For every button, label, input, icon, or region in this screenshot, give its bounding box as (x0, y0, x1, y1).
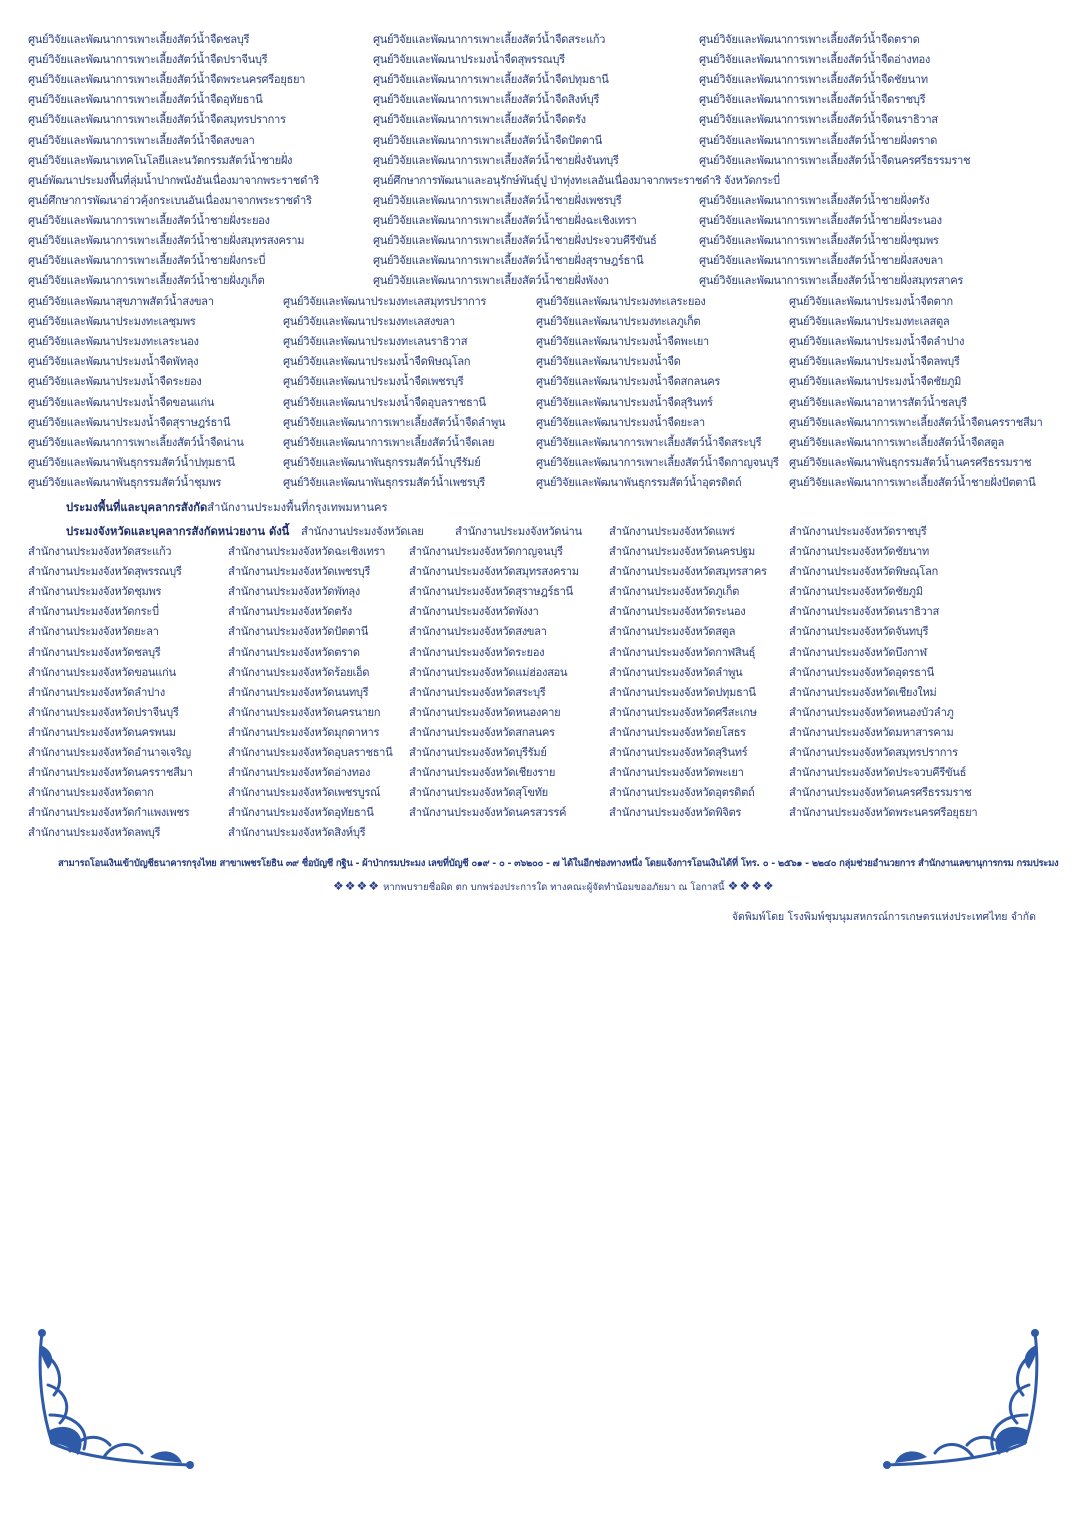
research-center-item: ศูนย์วิจัยและพัฒนาประมงทะเลระยอง (536, 295, 706, 308)
bank-transfer-note: สามารถโอนเงินเข้าบัญชีธนาคารกรุงไทย สาขาเพชรโยธิน ๓๙ ชื่อบัญชี กฐิน - ผ้าป่ากรมประมง เลขที่บัญชี ๐๑๙ - ๐ - ๓๖๒๐๐ - ๗ ได้ในอีกช่องทางหนึ่ง โดยแจ้งการโอนเงินได้ที่ โทร. ๐ - ๒๕๖๑ - ๒๒๔๐ กลุ่มช่วยอำนวยการ สำนักงานเลขานุการกรม กรมประมง (58, 858, 1059, 869)
provincial-office-item: สำนักงานประมงจังหวัดนครพนม (28, 725, 176, 739)
research-center-item: ศูนย์วิจัยและพัฒนาประมงน้ำจืดตาก (789, 295, 953, 308)
research-center-item: ศูนย์วิจัยและพัฒนาการเพาะเลี้ยงสัตว์น้ำจืดนครราชสีมา (789, 415, 1043, 429)
provincial-office-item: สำนักงานประมงจังหวัดยโสธร (609, 725, 746, 739)
research-center-item: ศูนย์วิจัยและพัฒนาพันธุกรรมสัตว์น้ำปทุมธานี (28, 455, 235, 469)
research-center-item: ศูนย์วิจัยและพัฒนาประมงทะเลสงขลา (283, 315, 455, 329)
provincial-office-item: สำนักงานประมงจังหวัดฉะเชิงเทรา (228, 545, 386, 558)
research-center-item: ศูนย์วิจัยและพัฒนาการเพาะเลี้ยงสัตว์น้ำจืดสระแก้ว (373, 33, 606, 46)
provincial-office-item: สำนักงานประมงจังหวัดกาฬสินธุ์ (609, 645, 756, 659)
provincial-office-item: สำนักงานประมงจังหวัดอำนาจเจริญ (28, 746, 191, 759)
research-center-item: ศูนย์วิจัยและพัฒนาประมงน้ำจืดสุพรรณบุรี (373, 53, 565, 67)
provincial-office-item: สำนักงานประมงจังหวัดกาญจนบุรี (409, 545, 563, 558)
provincial-office-item: สำนักงานประมงจังหวัดอุทัยธานี (228, 806, 374, 820)
provincial-office-item: สำนักงานประมงจังหวัดพัทลุง (228, 585, 360, 599)
provincial-office-item: สำนักงานประมงจังหวัดเชียงราย (409, 766, 556, 780)
bangkok-office: สำนักงานประมงพื้นที่กรุงเทพมหานคร (207, 501, 388, 514)
research-center-item: ศูนย์วิจัยและพัฒนาการเพาะเลี้ยงสัตว์น้ำชายฝั่งสุราษฎร์ธานี (373, 254, 644, 268)
provincial-office-item: สำนักงานประมงจังหวัดเพชรบูรณ์ (228, 786, 381, 800)
research-center-item: ศูนย์วิจัยและพัฒนาสุขภาพสัตว์น้ำสงขลา (28, 295, 214, 308)
provincial-office-item: สำนักงานประมงจังหวัดขอนแก่น (28, 665, 176, 679)
provincial-office-item: สำนักงานประมงจังหวัดเพชรบุรี (228, 565, 371, 579)
provincial-office-item: สำนักงานประมงจังหวัดน่าน (455, 525, 582, 538)
provincial-office-item: สำนักงานประมงจังหวัดร้อยเอ็ด (228, 665, 370, 679)
research-center-item: ศูนย์วิจัยและพัฒนาประมงน้ำจืดลำปาง (789, 335, 965, 349)
research-center-item: ศูนย์วิจัยและพัฒนาพันธุกรรมสัตว์น้ำบุรีรัมย์ (283, 455, 481, 469)
research-center-item: ศูนย์วิจัยและพัฒนาการเพาะเลี้ยงสัตว์น้ำจืดตรัง (373, 113, 586, 127)
provincial-office-item: สำนักงานประมงจังหวัดชัยภูมิ (789, 585, 923, 599)
research-center-item: ศูนย์วิจัยและพัฒนาประมงน้ำจืดลพบุรี (789, 355, 960, 369)
provincial-office-item: สำนักงานประมงจังหวัดนนทบุรี (228, 685, 369, 699)
provincial-office-item: สำนักงานประมงจังหวัดระนอง (609, 605, 746, 619)
research-center-item: ศูนย์วิจัยและพัฒนาการเพาะเลี้ยงสัตว์น้ำจืดสงขลา (28, 133, 255, 147)
provincial-office-item: สำนักงานประมงจังหวัดนครนายก (228, 705, 381, 719)
provincial-office-item: สำนักงานประมงจังหวัดสระบุรี (409, 685, 546, 699)
research-center-item: ศูนย์วิจัยและพัฒนาการเพาะเลี้ยงสัตว์น้ำชายฝั่งตรัง (699, 193, 930, 207)
research-center-item: ศูนย์วิจัยและพัฒนาการเพาะเลี้ยงสัตว์น้ำชายฝั่งฉะเชิงเทรา (373, 213, 637, 227)
research-center-item: ศูนย์วิจัยและพัฒนาประมงน้ำจืดพะเยา (536, 335, 709, 349)
research-center-item: ศูนย์วิจัยและพัฒนาการเพาะเลี้ยงสัตว์น้ำชายฝั่งกระบี่ (28, 254, 266, 268)
research-center-item: ศูนย์วิจัยและพัฒนาเทคโนโลยีและนวัตกรรมสัตว์น้ำชายฝั่ง (28, 153, 293, 167)
provincial-office-item: สำนักงานประมงจังหวัดบุรีรัมย์ (409, 746, 547, 759)
research-center-item: ศูนย์วิจัยและพัฒนาอาหารสัตว์น้ำชลบุรี (789, 395, 967, 409)
provincial-office-item: สำนักงานประมงจังหวัดชุมพร (28, 585, 162, 599)
bangkok-heading: ประมงพื้นที่และบุคลากรสังกัด (66, 501, 208, 514)
provincial-office-item: สำนักงานประมงจังหวัดสุรินทร์ (609, 746, 748, 759)
provincial-office-item: สำนักงานประมงจังหวัดราชบุรี (789, 525, 927, 538)
provincial-office-item: สำนักงานประมงจังหวัดแม่ฮ่องสอน (409, 665, 568, 679)
research-center-item: ศูนย์วิจัยและพัฒนาการเพาะเลี้ยงสัตว์น้ำชายฝั่งเพชรบุรี (373, 193, 622, 207)
research-center-item: ศูนย์วิจัยและพัฒนาการเพาะเลี้ยงสัตว์น้ำจืดปทุมธานี (373, 73, 609, 87)
research-center-item: ศูนย์วิจัยและพัฒนาประมงทะเลนราธิวาส (283, 335, 468, 349)
research-center-item: ศูนย์วิจัยและพัฒนาพันธุกรรมสัตว์น้ำอุตรดิตถ์ (536, 475, 742, 489)
provincial-office-item: สำนักงานประมงจังหวัดกระบี่ (28, 605, 159, 619)
research-center-item: ศูนย์วิจัยและพัฒนาการเพาะเลี้ยงสัตว์น้ำจืดนราธิวาส (699, 113, 938, 127)
research-center-item: ศูนย์วิจัยและพัฒนาการเพาะเลี้ยงสัตว์น้ำจืดชลบุรี (28, 33, 250, 46)
provincial-office-item: สำนักงานประมงจังหวัดหนองคาย (409, 705, 561, 719)
provincial-office-item: สำนักงานประมงจังหวัดสมุทรสงคราม (409, 565, 579, 579)
research-center-item: ศูนย์วิจัยและพัฒนาการเพาะเลี้ยงสัตว์น้ำจืดพระนครศรีอยุธยา (28, 73, 306, 87)
provincial-office-item: สำนักงานประมงจังหวัดภูเก็ต (609, 585, 740, 599)
provincial-office-item: สำนักงานประมงจังหวัดสมุทรปราการ (789, 746, 958, 759)
provincial-office-item: สำนักงานประมงจังหวัดจันทบุรี (789, 625, 929, 639)
research-center-item: ศูนย์วิจัยและพัฒนาประมงทะเลชุมพร (28, 315, 196, 329)
provincial-office-item: สำนักงานประมงจังหวัดกำแพงเพชร (28, 806, 190, 820)
research-center-item: ศูนย์วิจัยและพัฒนาการเพาะเลี้ยงสัตว์น้ำจืดสมุทรปราการ (28, 113, 286, 127)
research-center-item: ศูนย์วิจัยและพัฒนาการเพาะเลี้ยงสัตว์น้ำชายฝั่งภูเก็ต (28, 274, 265, 288)
provincial-office-item: สำนักงานประมงจังหวัดตรัง (228, 605, 352, 619)
research-center-item: ศูนย์วิจัยและพัฒนาการเพาะเลี้ยงสัตว์น้ำจืดสตูล (789, 435, 1004, 449)
provincial-office-item: สำนักงานประมงจังหวัดสกลนคร (409, 725, 555, 739)
research-center-item: ศูนย์วิจัยและพัฒนาการเพาะเลี้ยงสัตว์น้ำจืดอ่างทอง (699, 53, 930, 67)
research-center-item: ศูนย์วิจัยและพัฒนาประมงน้ำจืดเพชรบุรี (283, 375, 464, 389)
provincial-office-item: สำนักงานประมงจังหวัดตาก (28, 786, 154, 800)
provincial-office-item: สำนักงานประมงจังหวัดสุราษฎร์ธานี (409, 585, 573, 599)
research-center-item: ศูนย์วิจัยและพัฒนาการเพาะเลี้ยงสัตว์น้ำชายฝั่งประจวบคีรีขันธ์ (373, 234, 657, 247)
research-center-item: ศูนย์วิจัยและพัฒนาประมงทะเลภูเก็ต (536, 315, 701, 329)
provincial-office-item: สำนักงานประมงจังหวัดสระแก้ว (28, 545, 172, 558)
provincial-office-item: สำนักงานประมงจังหวัดเชียงใหม่ (789, 685, 937, 699)
provincial-office-item: สำนักงานประมงจังหวัดเลย (301, 525, 424, 538)
provincial-office-item: สำนักงานประมงจังหวัดสุโขทัย (409, 786, 548, 800)
provincial-office-item: สำนักงานประมงจังหวัดนครราชสีมา (28, 766, 193, 780)
research-center-item: ศูนย์วิจัยและพัฒนาการเพาะเลี้ยงสัตว์น้ำจืดตราด (699, 33, 920, 46)
provincial-office-item: สำนักงานประมงจังหวัดสงขลา (409, 625, 547, 639)
provincial-office-item: สำนักงานประมงจังหวัดปทุมธานี (609, 685, 756, 699)
research-center-item: ศูนย์วิจัยและพัฒนาพันธุกรรมสัตว์น้ำเพชรบุรี (283, 475, 485, 489)
provincial-office-item: สำนักงานประมงจังหวัดสมุทรสาคร (609, 565, 767, 579)
provincial-office-item: สำนักงานประมงจังหวัดอุบลราชธานี (228, 746, 393, 759)
research-center-item: ศูนย์วิจัยและพัฒนาการเพาะเลี้ยงสัตว์น้ำชายฝั่งสงขลา (699, 254, 943, 268)
provincial-office-item: สำนักงานประมงจังหวัดอุดรธานี (789, 665, 934, 679)
research-center-item: ศูนย์วิจัยและพัฒนาการเพาะเลี้ยงสัตว์น้ำชายฝั่งสมุทรสงคราม (28, 234, 305, 247)
provincial-office-item: สำนักงานประมงจังหวัดระยอง (409, 645, 545, 659)
research-center-item: ศูนย์วิจัยและพัฒนาการเพาะเลี้ยงสัตว์น้ำจืดสระบุรี (536, 435, 762, 449)
printer-credit: จัดพิมพ์โดย โรงพิมพ์ชุมนุมสหกรณ์การเกษตรแห่งประเทศไทย จำกัด (731, 911, 1036, 923)
research-center-item: ศูนย์วิจัยและพัฒนาการเพาะเลี้ยงสัตว์น้ำจืดน่าน (28, 435, 244, 449)
provincial-office-item: สำนักงานประมงจังหวัดบึงกาฬ (789, 645, 927, 659)
provincial-office-item: สำนักงานประมงจังหวัดนราธิวาส (789, 605, 939, 619)
research-center-item: ศูนย์วิจัยและพัฒนาการเพาะเลี้ยงสัตว์น้ำจืดปราจีนบุรี (28, 53, 268, 67)
research-center-item: ศูนย์วิจัยและพัฒนาประมงทะเลระนอง (28, 335, 199, 349)
research-center-item: ศูนย์วิจัยและพัฒนาพันธุกรรมสัตว์น้ำนครศรีธรรมราช (789, 455, 1032, 469)
research-center-item: ศูนย์วิจัยและพัฒนาการเพาะเลี้ยงสัตว์น้ำจืดลำพูน (283, 415, 506, 429)
provincial-office-item: สำนักงานประมงจังหวัดมุกดาหาร (228, 725, 380, 739)
provincial-office-item: สำนักงานประมงจังหวัดตราด (228, 645, 360, 659)
provincial-office-item: สำนักงานประมงจังหวัดชลบุรี (28, 645, 161, 659)
research-center-item: ศูนย์วิจัยและพัฒนาประมงน้ำจืดอุบลราชธานี (283, 395, 486, 409)
provincial-office-item: สำนักงานประมงจังหวัดชัยนาท (789, 545, 929, 558)
research-center-item: ศูนย์วิจัยและพัฒนาการเพาะเลี้ยงสัตว์น้ำจืดราชบุรี (699, 93, 926, 107)
research-center-item: ศูนย์ศึกษาการพัฒนาและอนุรักษ์พันธุ์ปู ป่าทุ่งทะเลอันเนื่องมาจากพระราชดำริ จังหวัดกระบี่ (373, 173, 780, 187)
research-center-item: ศูนย์วิจัยและพัฒนาประมงทะเลสมุทรปราการ (283, 295, 487, 308)
research-center-item: ศูนย์วิจัยและพัฒนาการเพาะเลี้ยงสัตว์น้ำจืดนครศรีธรรมราช (699, 153, 971, 167)
research-center-item: ศูนย์วิจัยและพัฒนาการเพาะเลี้ยงสัตว์น้ำชายฝั่งระยอง (28, 213, 270, 227)
research-center-item: ศูนย์ศึกษาการพัฒนาอ่าวคุ้งกระเบนอันเนื่องมาจากพระราชดำริ (28, 193, 312, 207)
research-center-item: ศูนย์วิจัยและพัฒนาประมงน้ำจืดระยอง (28, 375, 202, 389)
research-center-item: ศูนย์วิจัยและพัฒนาการเพาะเลี้ยงสัตว์น้ำชายฝั่งปัตตานี (789, 475, 1036, 489)
research-center-item: ศูนย์วิจัยและพัฒนาประมงน้ำจืดชัยภูมิ (789, 375, 962, 389)
decoration-left: ❖❖❖❖ (333, 879, 381, 893)
research-center-item: ศูนย์วิจัยและพัฒนาการเพาะเลี้ยงสัตว์น้ำจืดอุทัยธานี (28, 93, 263, 107)
provincial-office-item: สำนักงานประมงจังหวัดมหาสารคาม (789, 725, 954, 739)
decoration-right: ❖❖❖❖ (727, 879, 775, 893)
provincial-office-item: สำนักงานประมงจังหวัดนครปฐม (609, 545, 755, 558)
provincial-heading: ประมงจังหวัดและบุคลากรสังกัดหน่วยงาน ดังนี้ (66, 525, 290, 538)
research-center-item: ศูนย์วิจัยและพัฒนาการเพาะเลี้ยงสัตว์น้ำชายฝั่งจันทบุรี (373, 153, 619, 167)
provincial-office-item: สำนักงานประมงจังหวัดปัตตานี (228, 625, 369, 639)
provincial-office-item: สำนักงานประมงจังหวัดลำปาง (28, 685, 165, 699)
research-center-item: ศูนย์วิจัยและพัฒนาการเพาะเลี้ยงสัตว์น้ำจืดสิงห์บุรี (373, 93, 600, 107)
provincial-office-item: สำนักงานประมงจังหวัดสุพรรณบุรี (28, 565, 182, 579)
provincial-office-item: สำนักงานประมงจังหวัดสตูล (609, 625, 736, 639)
provincial-office-item: สำนักงานประมงจังหวัดพระนครศรีอยุธยา (789, 806, 978, 820)
research-center-item: ศูนย์วิจัยและพัฒนาประมงน้ำจืดสุรินทร์ (536, 395, 713, 409)
apology-line (333, 880, 775, 894)
research-center-item: ศูนย์วิจัยและพัฒนาการเพาะเลี้ยงสัตว์น้ำจืดชัยนาท (699, 73, 928, 87)
research-center-item: ศูนย์วิจัยและพัฒนาประมงน้ำจืดยะลา (536, 415, 705, 429)
corner-ornament-right-icon (882, 1325, 1047, 1475)
provincial-office-item: สำนักงานประมงจังหวัดยะลา (28, 625, 159, 639)
research-center-item: ศูนย์วิจัยและพัฒนาพันธุกรรมสัตว์น้ำชุมพร (28, 475, 222, 489)
provincial-office-item: สำนักงานประมงจังหวัดพะเยา (609, 766, 744, 780)
bangkok-section (66, 501, 388, 515)
research-center-item: ศูนย์วิจัยและพัฒนาประมงน้ำจืดสุราษฎร์ธานี (28, 415, 231, 429)
provincial-office-item: สำนักงานประมงจังหวัดพิษณุโลก (789, 565, 938, 579)
apology-text: หากพบรายชื่อผิด ตก บกพร่องประการใด ทางคณะผู้จัดทำน้อมขออภัยมา ณ โอกาสนี้ (383, 882, 725, 893)
provincial-office-item: สำนักงานประมงจังหวัดแพร่ (609, 525, 735, 538)
research-center-item: ศูนย์วิจัยและพัฒนาการเพาะเลี้ยงสัตว์น้ำจืดเลย (283, 435, 495, 449)
provincial-office-item: สำนักงานประมงจังหวัดพังงา (409, 605, 539, 619)
provincial-office-item: สำนักงานประมงจังหวัดพิจิตร (609, 806, 742, 820)
provincial-office-item: สำนักงานประมงจังหวัดอ่างทอง (228, 766, 371, 780)
provincial-office-item: สำนักงานประมงจังหวัดลำพูน (609, 665, 743, 679)
research-center-item: ศูนย์วิจัยและพัฒนาการเพาะเลี้ยงสัตว์น้ำชายฝั่งสมุทรสาคร (699, 274, 964, 288)
provincial-office-item: สำนักงานประมงจังหวัดสิงห์บุรี (228, 826, 366, 840)
research-center-item: ศูนย์วิจัยและพัฒนาการเพาะเลี้ยงสัตว์น้ำจืดปัตตานี (373, 133, 602, 147)
research-center-item: ศูนย์วิจัยและพัฒนาการเพาะเลี้ยงสัตว์น้ำจืดกาญจนบุรี (536, 455, 779, 469)
provincial-office-item: สำนักงานประมงจังหวัดอุตรดิตถ์ (609, 786, 755, 800)
research-center-item: ศูนย์วิจัยและพัฒนาการเพาะเลี้ยงสัตว์น้ำชายฝั่งตราด (699, 133, 938, 147)
provincial-office-item: สำนักงานประมงจังหวัดหนองบัวลำภู (789, 705, 954, 719)
provincial-office-item: สำนักงานประมงจังหวัดศรีสะเกษ (609, 705, 757, 719)
corner-ornament-left-icon (30, 1325, 195, 1475)
research-center-item: ศูนย์วิจัยและพัฒนาการเพาะเลี้ยงสัตว์น้ำชายฝั่งระนอง (699, 213, 942, 227)
research-center-item: ศูนย์วิจัยและพัฒนาการเพาะเลี้ยงสัตว์น้ำชายฝั่งชุมพร (699, 234, 939, 247)
provincial-office-item: สำนักงานประมงจังหวัดนครสวรรค์ (409, 806, 567, 820)
provincial-office-item: สำนักงานประมงจังหวัดลพบุรี (28, 826, 161, 840)
research-center-item: ศูนย์วิจัยและพัฒนาการเพาะเลี้ยงสัตว์น้ำชายฝั่งพังงา (373, 274, 609, 288)
provincial-office-item: สำนักงานประมงจังหวัดปราจีนบุรี (28, 705, 179, 719)
research-center-item: ศูนย์วิจัยและพัฒนาประมงน้ำจืด (536, 355, 681, 369)
research-center-item: ศูนย์วิจัยและพัฒนาประมงน้ำจืดพิษณุโลก (283, 355, 471, 369)
provincial-office-item: สำนักงานประมงจังหวัดประจวบคีรีขันธ์ (789, 766, 967, 780)
provincial-office-item: สำนักงานประมงจังหวัดนครศรีธรรมราช (789, 786, 972, 800)
research-center-item: ศูนย์วิจัยและพัฒนาประมงน้ำจืดสกลนคร (536, 375, 721, 389)
research-center-item: ศูนย์วิจัยและพัฒนาประมงทะเลสตูล (789, 315, 950, 329)
research-center-item: ศูนย์วิจัยและพัฒนาประมงน้ำจืดพัทลุง (28, 355, 199, 369)
research-center-item: ศูนย์พัฒนาประมงพื้นที่ลุ่มน้ำปากพนังอันเนื่องมาจากพระราชดำริ (28, 173, 319, 187)
research-center-item: ศูนย์วิจัยและพัฒนาประมงน้ำจืดขอนแก่น (28, 395, 215, 409)
